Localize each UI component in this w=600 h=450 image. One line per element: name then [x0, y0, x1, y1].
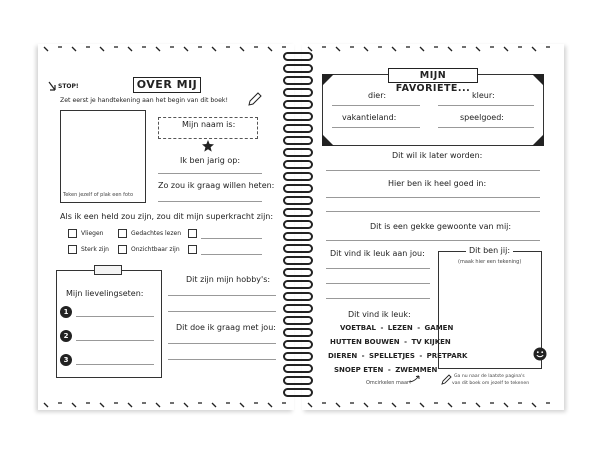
dash-mark [420, 47, 424, 51]
hobbies-line-1[interactable] [168, 295, 276, 296]
spiral-ring [283, 232, 313, 241]
like-you-label: Dit vind ik leuk aan jou: [330, 249, 425, 258]
spiral-ring [283, 172, 313, 181]
spiral-ring [283, 376, 313, 385]
habit-label: Dit is een gekke gewoonte van mij: [370, 222, 512, 231]
habit-line[interactable] [326, 240, 540, 241]
activity-option[interactable]: SNOEP ETEN [334, 366, 384, 374]
bottom-dash-border-right [302, 400, 564, 410]
activity-option[interactable]: PRETPARK [426, 352, 468, 360]
custom-superpower-line-1[interactable] [201, 238, 262, 239]
pencil-icon [246, 92, 262, 108]
dash-mark [100, 47, 104, 51]
instruction-text: Zet eerst je handtekening aan het begin van dit boek! [60, 97, 228, 104]
dash-mark [308, 47, 312, 51]
spiral-ring [283, 280, 313, 289]
dash-mark [240, 403, 244, 407]
circle-hint: Omcirkelen maar! [366, 380, 412, 386]
separator: - [404, 338, 408, 346]
page-title: OVER MIJ [133, 77, 201, 93]
activity-row-1 [340, 324, 453, 332]
play-with-line-2[interactable] [168, 359, 276, 360]
separator: - [419, 352, 423, 360]
birthday-label: Ik ben jarig op: [180, 156, 241, 165]
good-at-label: Hier ben ik heel goed in: [388, 179, 487, 188]
dash-mark [44, 47, 48, 51]
spiral-ring [283, 160, 313, 169]
last-page-note-2: van dit boek om jezelf te tekenen [452, 381, 530, 386]
hobbies-line-2[interactable] [168, 311, 276, 312]
dash-mark [392, 403, 396, 407]
favorites-title: MIJN FAVORIETE... [388, 68, 478, 83]
dash-mark [156, 403, 160, 407]
dash-mark [364, 403, 368, 407]
activity-row-3 [328, 352, 467, 360]
favorite-label-country: vakantieland: [342, 113, 397, 122]
spiral-ring [283, 184, 313, 193]
play-with-line-1[interactable] [168, 343, 276, 344]
checkbox-gedachtes-lezen[interactable] [118, 229, 127, 238]
superpower-option: Sterk zijn [81, 246, 109, 253]
activity-option[interactable]: DIEREN [328, 352, 358, 360]
separator: - [387, 366, 391, 374]
favorite-toy-line[interactable] [438, 127, 534, 128]
bottom-dash-border-left [38, 400, 294, 410]
number-badge-2: 2 [60, 330, 72, 342]
dash-mark [392, 47, 396, 51]
spiral-ring [283, 304, 313, 313]
photo-caption: Teken jezelf of plak een foto [63, 192, 134, 198]
top-dash-border-left [38, 44, 294, 54]
spiral-ring [283, 64, 313, 73]
dash-mark [100, 403, 104, 407]
like-you-line-1[interactable] [326, 268, 430, 269]
checkbox-vliegen[interactable] [68, 229, 77, 238]
dash-mark [184, 403, 188, 407]
preferred-name-label: Zo zou ik graag willen heten: [158, 181, 275, 190]
separator: - [361, 352, 365, 360]
spiral-ring [283, 208, 313, 217]
preferred-name-line[interactable] [158, 201, 262, 202]
dash-mark [268, 47, 272, 51]
spiral-ring [283, 268, 313, 277]
food-line-2[interactable] [76, 340, 154, 341]
favorite-food-label: Mijn lievelingseten: [66, 289, 144, 298]
good-at-line-1[interactable] [326, 197, 540, 198]
spiral-ring [283, 292, 313, 301]
checkbox-custom-1[interactable] [188, 229, 197, 238]
favorite-label-toy: speelgoed: [460, 113, 504, 122]
dash-mark [156, 47, 160, 51]
last-page-note-1: Ga nu naar de laatste pagina's [454, 374, 525, 379]
spiral-ring [283, 220, 313, 229]
favorite-country-line[interactable] [332, 127, 420, 128]
dash-mark [72, 47, 76, 51]
dash-mark [532, 47, 536, 51]
fun-label: Dit vind ik leuk: [348, 310, 411, 319]
dash-mark [336, 403, 340, 407]
favorite-animal-line[interactable] [332, 105, 420, 106]
future-line[interactable] [326, 170, 540, 171]
smiley-icon [533, 347, 547, 361]
superpower-option: Vliegen [81, 230, 104, 237]
dash-mark [420, 403, 424, 407]
food-line-3[interactable] [76, 364, 154, 365]
spiral-ring [283, 364, 313, 373]
dash-mark [336, 47, 340, 51]
dash-mark [72, 403, 76, 407]
checkbox-onzichtbaar-zijn[interactable] [118, 245, 127, 254]
spiral-ring [283, 256, 313, 265]
spiral-ring [283, 76, 313, 85]
hobbies-label: Dit zijn mijn hobby's: [186, 275, 271, 284]
checkbox-sterk-zijn[interactable] [68, 245, 77, 254]
dash-mark [504, 47, 508, 51]
left-page [38, 44, 294, 410]
play-with-label: Dit doe ik graag met jou: [176, 323, 276, 332]
spiral-ring [283, 244, 313, 253]
dash-mark [128, 47, 132, 51]
dash-mark [212, 403, 216, 407]
favorite-label-animal: dier: [368, 91, 387, 100]
dash-mark [448, 403, 452, 407]
separator: - [380, 324, 384, 332]
spiral-ring [283, 52, 313, 61]
spiral-ring [283, 148, 313, 157]
dash-mark [532, 403, 536, 407]
dash-mark [240, 47, 244, 51]
spiral-binding [283, 52, 313, 408]
activity-option[interactable]: TV KIJKEN [411, 338, 451, 346]
star-icon [202, 140, 214, 152]
like-you-line-2[interactable] [326, 283, 430, 284]
dash-mark [476, 403, 480, 407]
activity-option[interactable]: LEZEN [387, 324, 413, 332]
custom-superpower-line-2[interactable] [201, 254, 262, 255]
checkbox-custom-2[interactable] [188, 245, 197, 254]
dash-mark [128, 403, 132, 407]
dash-mark [448, 47, 452, 51]
dash-mark [212, 47, 216, 51]
spiral-ring [283, 340, 313, 349]
top-dash-border-right [302, 44, 564, 54]
separator: - [417, 324, 421, 332]
favorite-color-line[interactable] [438, 105, 534, 106]
spiral-ring [283, 316, 313, 325]
name-label: Mijn naam is: [182, 120, 236, 129]
spiral-ring [283, 88, 313, 97]
favorite-food-box [56, 270, 162, 378]
activity-option[interactable]: SPELLETJES [369, 352, 415, 360]
stop-label: STOP! [58, 83, 79, 90]
curved-arrow-icon [408, 374, 422, 384]
birthday-line[interactable] [158, 173, 262, 174]
activity-row-2 [330, 338, 451, 346]
spiral-ring [283, 328, 313, 337]
dash-mark [476, 47, 480, 51]
food-line-1[interactable] [76, 316, 154, 317]
spiral-ring [283, 196, 313, 205]
dash-mark [504, 403, 508, 407]
dash-mark [184, 47, 188, 51]
dash-mark [44, 403, 48, 407]
number-badge-1: 1 [60, 306, 72, 318]
superpower-option: Onzichtbaar zijn [131, 246, 180, 253]
photo-box[interactable] [60, 110, 146, 203]
dash-mark [268, 403, 272, 407]
number-badge-3: 3 [60, 354, 72, 366]
like-you-line-3[interactable] [326, 298, 430, 299]
you-are-hint: (maak hier een tekening) [458, 259, 522, 265]
activity-row-4 [334, 366, 437, 374]
dash-mark [364, 47, 368, 51]
spiral-ring [283, 136, 313, 145]
superpower-label: Als ik een held zou zijn, zou dit mijn superkracht zijn: [60, 212, 274, 221]
spiral-ring [283, 112, 313, 121]
superpower-option: Gedachtes lezen [131, 230, 182, 237]
activity-option[interactable]: VOETBAL [340, 324, 377, 332]
activity-option[interactable]: GAMEN [424, 324, 454, 332]
favorite-label-color: kleur: [472, 91, 495, 100]
spiral-ring [283, 388, 313, 397]
spiral-ring [283, 124, 313, 133]
activity-option[interactable]: ZWEMMEN [395, 366, 438, 374]
spiral-ring [283, 100, 313, 109]
you-are-label: Dit ben jij: [466, 246, 513, 255]
future-label: Dit wil ik later worden: [392, 151, 483, 160]
good-at-line-2[interactable] [326, 211, 540, 212]
spiral-ring [283, 352, 313, 361]
pencil-icon [440, 374, 452, 386]
right-page [302, 44, 564, 410]
activity-option[interactable]: HUTTEN BOUWEN [330, 338, 400, 346]
tape-decoration [94, 265, 122, 275]
